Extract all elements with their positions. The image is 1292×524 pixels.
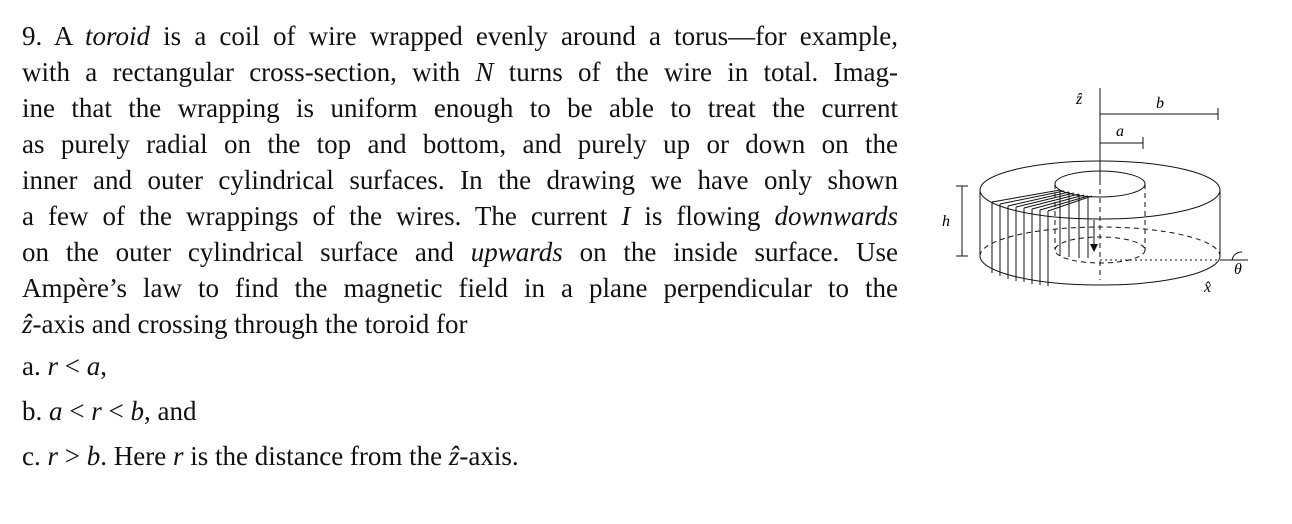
toroid-figure	[930, 80, 1250, 320]
part-label: b.	[22, 396, 43, 426]
part-segment: is the distance from the	[183, 441, 449, 471]
problem-number: 9.	[22, 21, 54, 51]
text-segment: I	[621, 201, 631, 231]
text-segment: Ampère’s law to find the magnetic field in a plane perpendicular to the	[22, 273, 898, 303]
part-segment: <	[101, 396, 131, 426]
text-segment: as purely radial on the top and bottom, and purely up or down on the	[22, 129, 898, 159]
label-x: x̂	[1204, 279, 1212, 296]
part-segment: . Here	[100, 441, 173, 471]
problem-line	[22, 270, 898, 306]
problem-statement	[22, 18, 922, 485]
label-a: a	[1116, 123, 1124, 140]
part-segment: a	[86, 351, 101, 381]
part-segment: r	[47, 441, 58, 471]
text-segment: upwards	[470, 237, 563, 267]
problem-line	[22, 18, 898, 54]
text-segment: ine that the wrapping is uniform enough to be able to treat the current	[22, 93, 898, 123]
wire-wrappings	[992, 190, 1092, 286]
text-segment: on the outer cylindrical surface and	[22, 237, 471, 267]
text-segment: ẑ	[22, 309, 33, 339]
problem-line	[22, 198, 898, 234]
text-segment: downwards	[774, 201, 898, 231]
part-segment: -axis.	[459, 441, 519, 471]
part-segment: , and	[143, 396, 197, 426]
theta-arc	[1232, 252, 1242, 260]
problem-line	[22, 162, 898, 198]
text-segment: N	[475, 57, 494, 87]
part-label: c.	[22, 441, 41, 471]
label-b: b	[1156, 95, 1164, 112]
part-segment: <	[62, 396, 92, 426]
part-segment: >	[58, 441, 87, 471]
text-segment: is a coil of wire wrapped evenly around a torus—for example,	[150, 21, 898, 51]
problem-part	[22, 350, 922, 383]
part-segment: <	[58, 351, 87, 381]
label-h: h	[942, 213, 950, 230]
part-segment: ,	[100, 351, 107, 381]
text-segment: turns of the wire in total. Imag-	[493, 57, 898, 87]
problem-part	[22, 440, 922, 473]
part-segment: r	[47, 351, 58, 381]
part-segment: ẑ	[448, 441, 460, 471]
part-segment: a	[49, 396, 63, 426]
text-segment: on the inside surface. Use	[562, 237, 898, 267]
problem-parts	[22, 350, 922, 473]
problem-line	[22, 306, 922, 342]
part-segment: b	[130, 396, 144, 426]
problem-line	[22, 234, 898, 270]
label-z: ẑ	[1076, 91, 1083, 108]
part-label: a.	[22, 351, 41, 381]
text-segment: -axis and crossing through the toroid for	[32, 309, 468, 339]
problem-line	[22, 54, 898, 90]
problem-line	[22, 90, 898, 126]
text-segment: with a rectangular cross-section, with	[22, 57, 476, 87]
text-segment: inner and outer cylindrical surfaces. In the drawing we have only shown	[22, 165, 898, 195]
problem-body	[22, 18, 922, 342]
label-theta: θ	[1234, 261, 1242, 278]
part-segment	[42, 396, 49, 426]
text-segment: A	[53, 21, 86, 51]
part-segment: b	[86, 441, 101, 471]
part-segment: r	[172, 441, 184, 471]
problem-line	[22, 126, 898, 162]
text-segment: toroid	[85, 21, 151, 51]
problem-part	[22, 395, 922, 428]
text-segment: is flowing	[630, 201, 775, 231]
part-segment: r	[91, 396, 102, 426]
text-segment: a few of the wrappings of the wires. The current	[22, 201, 622, 231]
